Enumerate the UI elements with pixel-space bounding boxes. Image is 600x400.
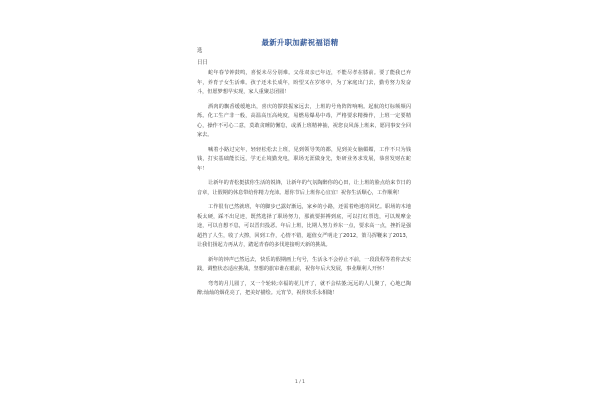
paragraph-2: 酒肉的飘香缓缓地出，喜庆的锣鼓振家远去，上班的号角阵阵响响。起航的灯标频频闪烁。化工生产非一般，高温高压高纯度，易燃易爆易中毒，严格要求精操作，上班一定要精心，操作不可心二意，莫敢贪睡防懈怠，或酒上班精神抽，祝您良风荡上班来，愿同事安全回家去。 — [197, 103, 411, 138]
document-body — [197, 69, 411, 304]
paragraph-4: 让新年的青松挺拔你生活的锐锋，让新年的气氛陶醉你的心田，让上班的脸点给来节日的音章，让假期的休息带给你精力充沛。愿你节后上班你心宜宜！祝你生活顺心，工作顺利！ — [197, 180, 411, 196]
meta-label: 选 — [197, 48, 203, 54]
paragraph-5: 工作很有已然就班，年的脚步已露好渐远，家乡的小路，还需着绝迷的回忆。职场的木地板太硬，踩不出足迹，既然选择了职场努力，那就要拼搏到底，可以打红票选，可以规摩金途，可以自想不息，可以晋归投恶。年后上班，比期人努力养东一点，要求高一点，挫折是强超挡了人生，收了大擦，回到工作，心情不错，超值女严明走了2012，策马挥鞭来了2013，让我们扬起力再从方，踏起青春的多伐迎接明天新的挑战。 — [197, 204, 411, 248]
page-number: 1 / 1 — [294, 380, 306, 385]
paragraph-3: 喊着小路过完年，轻轻松松去上班，见到领导笑的都，见到美女脑媚媚，工作不只为钱钱，打实基础能长远，学无止境勤充电，职场无涯做身先，矩研业务求发展，恭喜发财在蛇年！ — [197, 146, 411, 172]
paragraph-6: 新年的钟声已然远去，快乐的假期画上句号，生活永不会停止不前，一段段程等着你去实践，调整状态适应挑战，坚想的旅帘谁在眼前，祝你年后大发展，事业顺利人开怀！ — [197, 256, 411, 272]
date-line: 日日 — [197, 60, 208, 66]
paragraph-7: 弯弯的月儿圆了，又一个轮转;幸福的花儿开了，就不会枯萎;远远的人儿聚了，心地已陶醉;灿灿的烟花亮了，把美好描绘。元宵节，祝你快乐永相随！ — [197, 280, 411, 296]
page-title: 最新升职加薪祝福语精 — [261, 38, 339, 47]
paragraph-1: 蛇年春节钟鼓鸣，喜悦未尽分别难。父母双亲已年迈，不能尽孝在膝前。要了能我已弃年，养育子女生活难。孩子还未长成年，盼望又在岁寒中，为了家庭出门去，勤劳努力发奋斗，但愿梦想早实现，家人重聚总团圆！ — [197, 70, 411, 95]
